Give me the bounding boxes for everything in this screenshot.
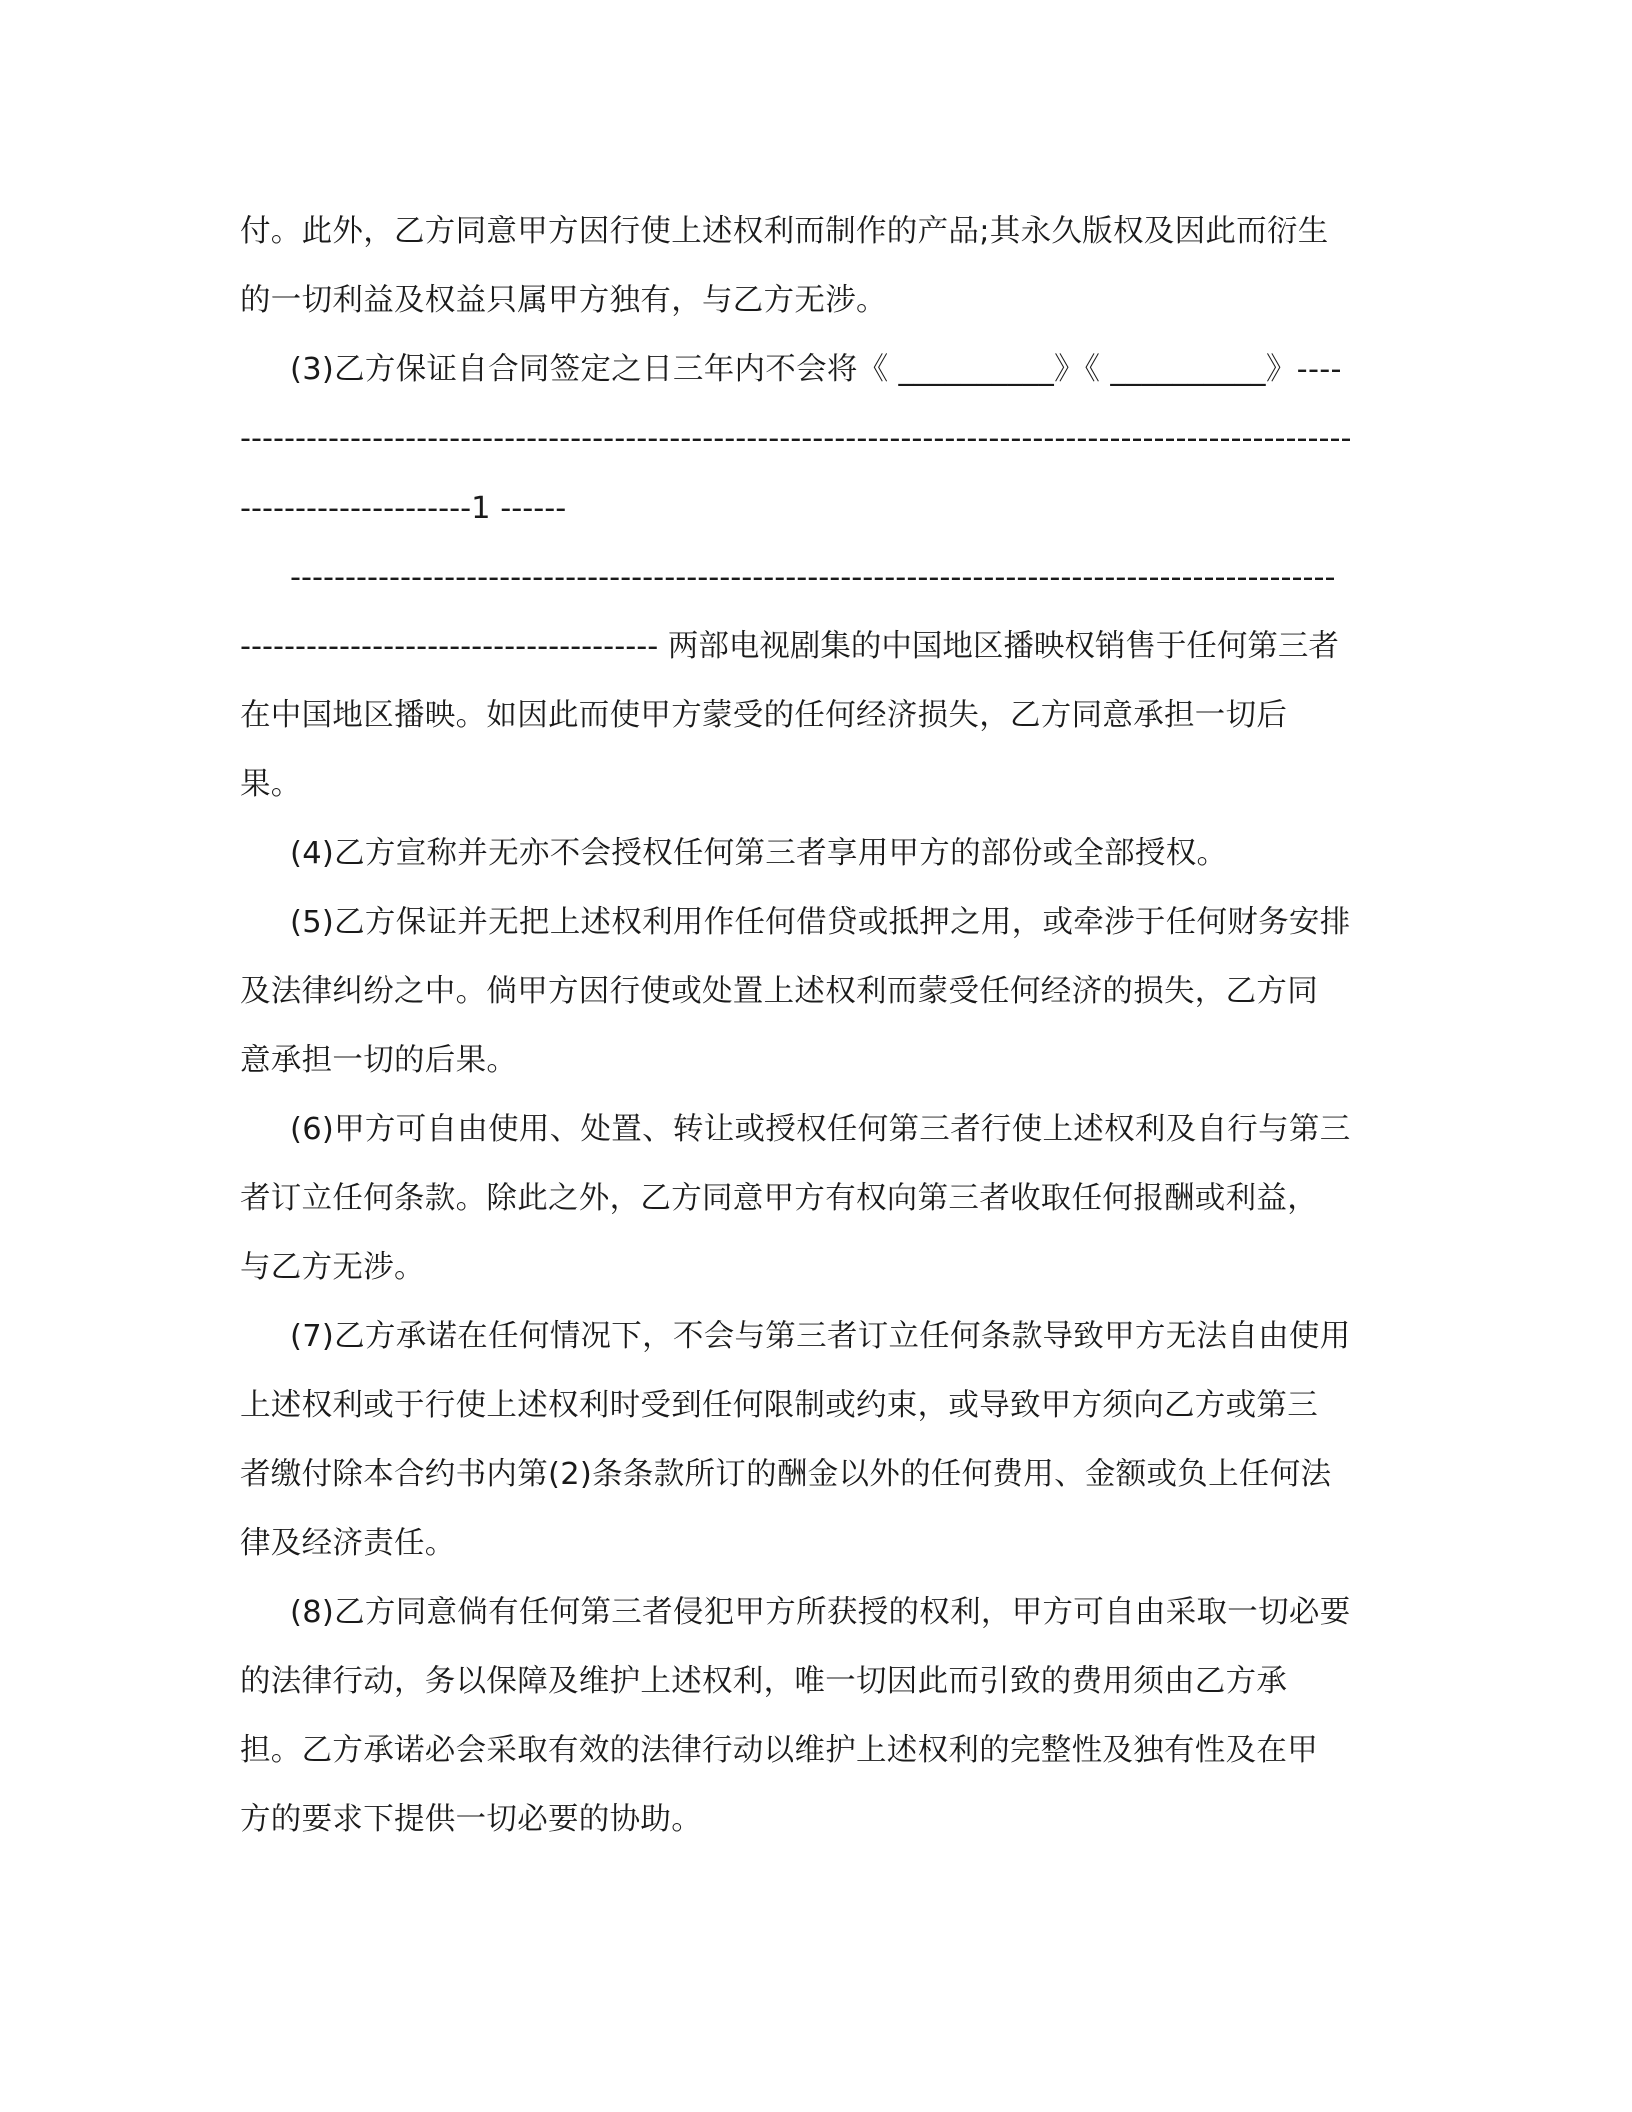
text-line: 律及经济责任。 xyxy=(240,1526,456,1561)
text-line: 意承担一切的后果。 xyxy=(240,1043,518,1078)
text-line: -------------------------------------- 两部电视剧集的中国地区播映权销售于任何第三者 xyxy=(240,629,1339,664)
text-line: 者订立任何条款。除此之外，乙方同意甲方有权向第三者收取任何报酬或利益， xyxy=(240,1181,1318,1216)
clause-5-start: (5)乙方保证并无把上述权利用作任何借贷或抵押之用，或牵涉于任何财务安排 xyxy=(290,905,1351,940)
clause-8-start: (8)乙方同意倘有任何第三者侵犯甲方所获授的权利，甲方可自由采取一切必要 xyxy=(290,1595,1351,1630)
clause-7-start: (7)乙方承诺在任何情况下，不会与第三者订立任何条款导致甲方无法自由使用 xyxy=(290,1319,1351,1354)
dash-line: ----------------------------------------------------------------------------------------------------- xyxy=(240,421,1352,456)
page-number-line: ---------------------1 ------ xyxy=(240,491,567,526)
text-line: 上述权利或于行使上述权利时受到任何限制或约束，或导致甲方须向乙方或第三 xyxy=(240,1388,1318,1423)
text-line: 与乙方无涉。 xyxy=(240,1250,425,1285)
text-line: 担。乙方承诺必会采取有效的法律行动以维护上述权利的完整性及独有性及在甲 xyxy=(240,1733,1318,1768)
text-line: 者缴付除本合约书内第(2)条条款所订的酬金以外的任何费用、金额或负上任何法 xyxy=(240,1457,1332,1492)
text-line: 方的要求下提供一切必要的协助。 xyxy=(240,1802,702,1837)
dash-line: ----------------------------------------------------------------------------------------------- xyxy=(290,560,1336,595)
text-line: 付。此外，乙方同意甲方因行使上述权利而制作的产品;其永久版权及因此而衍生 xyxy=(240,214,1329,249)
text-line: 在中国地区播映。如因此而使甲方蒙受的任何经济损失，乙方同意承担一切后 xyxy=(240,698,1288,733)
text-line: 及法律纠纷之中。倘甲方因行使或处置上述权利而蒙受任何经济的损失，乙方同 xyxy=(240,974,1318,1009)
clause-6-start: (6)甲方可自由使用、处置、转让或授权任何第三者行使上述权利及自行与第三 xyxy=(290,1112,1351,1147)
text-line: 果。 xyxy=(240,767,302,802)
clause-4: (4)乙方宣称并无亦不会授权任何第三者享用甲方的部份或全部授权。 xyxy=(290,836,1228,871)
clause-3-start: (3)乙方保证自合同签定之日三年内不会将《 __________》《 __________》---- xyxy=(290,352,1342,387)
text-line: 的一切利益及权益只属甲方独有，与乙方无涉。 xyxy=(240,283,887,318)
text-line: 的法律行动，务以保障及维护上述权利，唯一切因此而引致的费用须由乙方承 xyxy=(240,1664,1288,1699)
